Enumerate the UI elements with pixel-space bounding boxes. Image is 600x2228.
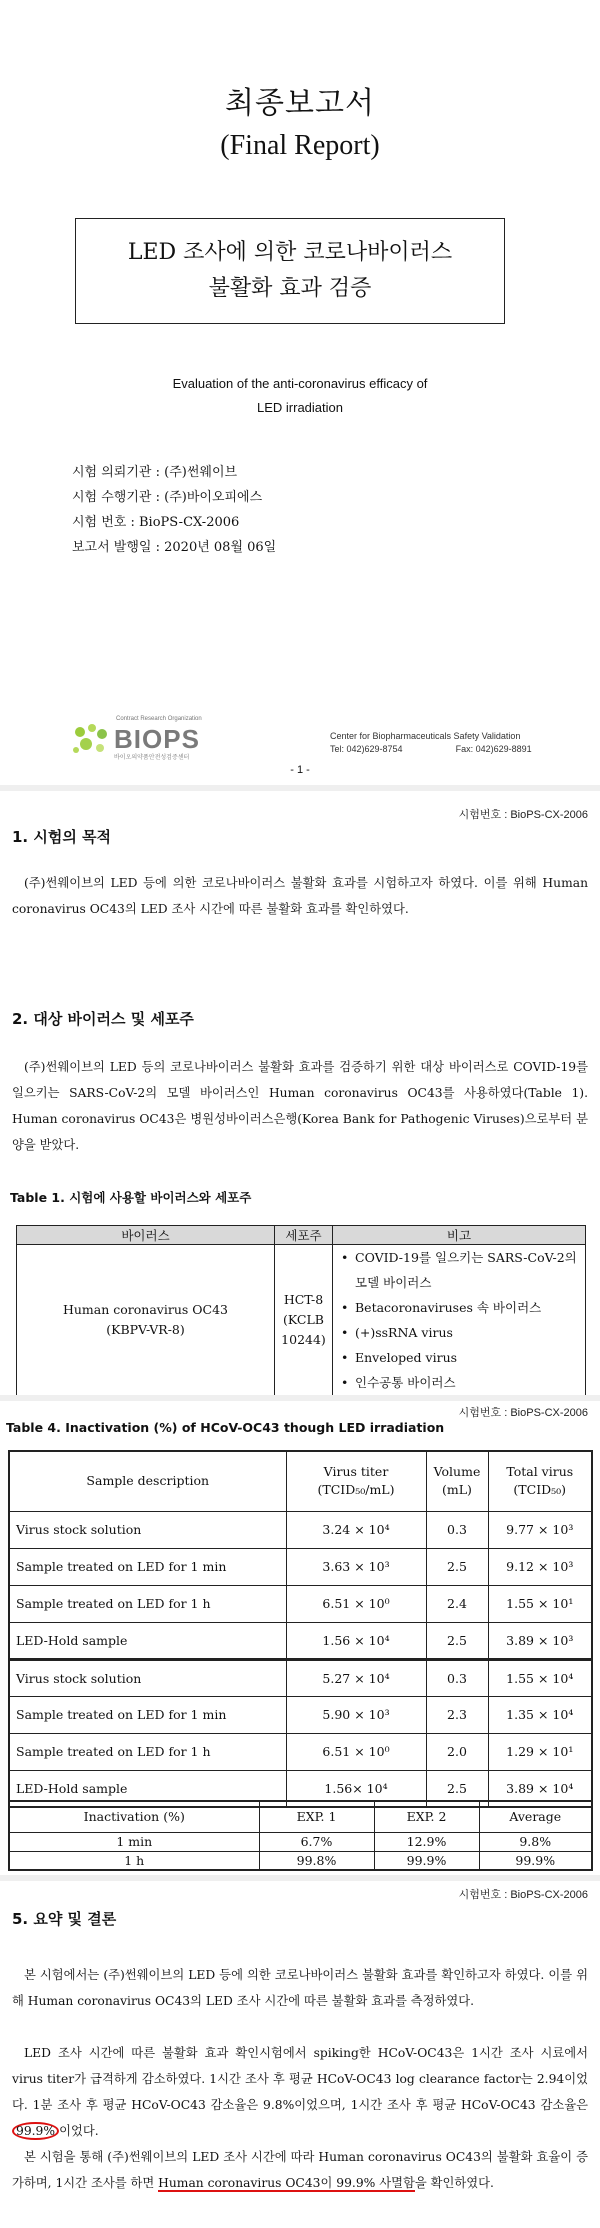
table-row: Virus stock solution 5.27 × 10⁴ 0.3 1.55 × 10⁴ [9, 1659, 592, 1696]
table4-caption: Table 4. Inactivation (%) of HCoV-OC43 though LED irradiation [6, 1420, 445, 1435]
cell-line-name: HCT-8 [283, 1292, 324, 1307]
average-header: Average [479, 1801, 592, 1832]
center-name: Center for Biopharmaceuticals Safety Validation [330, 731, 521, 741]
report-title-line1: LED 조사에 의한 코로나바이러스 [127, 240, 453, 265]
logo-dots-icon [72, 722, 112, 758]
section1-heading: 1. 시험의 목적 [12, 828, 112, 846]
english-title [0, 372, 600, 420]
english-title-line2: LED irradiation [257, 400, 343, 415]
exp2-header: EXP. 2 [374, 1801, 479, 1832]
table4 [8, 1450, 593, 1808]
section2-heading: 2. 대상 바이러스 및 세포주 [12, 1010, 194, 1028]
table1-caption: Table 1. 시험에 사용할 바이러스와 세포주 [10, 1190, 252, 1205]
table-row: LED-Hold sample 1.56× 10⁴ 2.5 3.89 × 10⁴ [9, 1770, 592, 1807]
logo-name: BIOPS [114, 724, 200, 754]
cell-line-code-1: (KCLB [283, 1312, 324, 1327]
cell-line-code-2: 10244) [281, 1332, 326, 1347]
table4-header-volume: Volume (mL) [426, 1451, 488, 1511]
table1 [16, 1225, 586, 1396]
table4-header-total: Total virus (TCID₅₀) [488, 1451, 592, 1511]
table1-header-cell: 세포주 [275, 1226, 333, 1245]
page-divider [0, 1875, 600, 1881]
table4-header-sample: Sample description [9, 1451, 286, 1511]
table1-cell-line [275, 1245, 333, 1396]
section5-paragraph3: 본 시험을 통해 (주)썬웨이브의 LED 조사 시간에 따라 Human coronavirus OC43의 불활화 효율이 증가하며, 1시간 조사를 하면 Human coronavirus OC43이 99.9% 사멸함을 확인하였다. [12, 2150, 588, 2190]
table4-header-titer: Virus titer (TCID₅₀/mL) [286, 1451, 426, 1511]
center-fax: Fax: 042)629-8891 [455, 744, 532, 754]
table-row: 1 min 6.7% 12.9% 9.8% [9, 1832, 592, 1851]
report-info [72, 460, 276, 560]
report-number: 시험번호 : BioPS-CX-2006 [458, 1889, 588, 1901]
info-requester: 시험 의뢰기관 : (주)썬웨이브 [72, 465, 238, 480]
note-item: • Betacoronaviruses 속 바이러스 [333, 1295, 585, 1320]
center-tel: Tel: 042)629-8754 [330, 744, 403, 754]
report-title-box [75, 218, 505, 324]
section5-paragraph2: LED 조사 시간에 따른 불활화 효과 확인시험에서 spiking한 HCoV-OC43은 1시간 조사 시료에서 virus titer가 급격하게 감소하였다. 1시간 조사 후 평균 HCoV-OC43 log clearance factor는 2.94이었다. 1분 조사 후 평균 HCoV-OC43 감소율은 9.8%이었으며, 1시간 조사 후 평균 HCoV-OC43 감소율은 99.9% 이었다. [12, 2046, 588, 2138]
note-item: • COVID-19를 일으키는 SARS-CoV-2의 모델 바이러스 [333, 1245, 585, 1295]
highlight-99-9: 99.9% [12, 2122, 59, 2140]
report-number: 시험번호 : BioPS-CX-2006 [458, 1407, 588, 1419]
highlight-conclusion: Human coronavirus OC43이 99.9% 사멸함 [158, 2176, 415, 2190]
table-row: Virus stock solution 3.24 × 10⁴ 0.3 9.77 × 10³ [9, 1511, 592, 1548]
section5-paragraph1: 본 시험에서는 (주)썬웨이브의 LED 등에 의한 코로나바이러스 불활화 효과를 확인하고자 하였다. 이를 위해 Human coronavirus OC43의 LED 조사 시간에 따른 불활화 효과를 측정하였다. [12, 1968, 588, 2008]
table1-notes-cell [333, 1245, 586, 1396]
page-divider [0, 785, 600, 791]
report-title-line2: 불활화 효과 검증 [208, 276, 372, 301]
report-number: 시험번호 : BioPS-CX-2006 [458, 809, 588, 821]
virus-code: (KBPV-VR-8) [106, 1322, 185, 1337]
table1-header-virus: 바이러스 [17, 1226, 275, 1245]
note-item: • 인수공통 바이러스 [333, 1370, 585, 1395]
inactivation-header: Inactivation (%) [9, 1801, 259, 1832]
table1-virus [17, 1245, 275, 1396]
virus-name: Human coronavirus OC43 [62, 1302, 228, 1317]
table-row: LED-Hold sample 1.56 × 10⁴ 2.5 3.89 × 10³ [9, 1622, 592, 1659]
table-row: Sample treated on LED for 1 h 6.51 × 10⁰ 2.0 1.29 × 10¹ [9, 1733, 592, 1770]
english-title-line1: Evaluation of the anti-coronavirus efficacy of [172, 376, 428, 391]
page-divider [0, 1395, 600, 1401]
note-item: • (+)ssRNA virus [333, 1320, 585, 1345]
table-row: 1 h 99.8% 99.9% 99.9% [9, 1851, 592, 1870]
cover-title: 최종보고서 [225, 86, 375, 121]
cover-subtitle: (Final Report) [220, 130, 380, 161]
logo-subtitle: 바이오의약품안전성검증센터 [114, 754, 190, 761]
info-test-number: 시험 번호 : BioPS-CX-2006 [72, 515, 240, 530]
table-row: Sample treated on LED for 1 h 6.51 × 10⁰ 2.4 1.55 × 10¹ [9, 1585, 592, 1622]
info-performer: 시험 수행기관 : (주)바이오피에스 [72, 490, 263, 505]
center-contact [330, 730, 532, 756]
table-row: Sample treated on LED for 1 min 5.90 × 10³ 2.3 1.35 × 10⁴ [9, 1696, 592, 1733]
section1-body: (주)썬웨이브의 LED 등에 의한 코로나바이러스 불활화 효과를 시험하고자 하였다. 이를 위해 Human coronavirus OC43의 LED 조사 시간에 따른 불활화 효과를 확인하였다. [12, 876, 588, 916]
section5-heading: 5. 요약 및 결론 [12, 1910, 117, 1928]
exp1-header: EXP. 1 [259, 1801, 374, 1832]
page-number: - 1 - [290, 764, 310, 776]
biops-logo [72, 716, 252, 762]
logo-tagline: Contract Research Organization [116, 716, 202, 722]
note-item: • Enveloped virus [333, 1345, 585, 1370]
table1-notes [333, 1245, 585, 1395]
section2-body: (주)썬웨이브의 LED 등의 코로나바이러스 불활화 효과를 검증하기 위한 대상 바이러스로 COVID-19를 일으키는 SARS-CoV-2의 모델 바이러스인 Human coronavirus OC43를 사용하였다(Table 1). Human coronavirus OC43은 병원성바이러스은행(Korea Bank for Pathogenic Viruses)으로부터 분양을 받았다. [12, 1060, 588, 1152]
info-issue-date: 보고서 발행일 : 2020년 08월 06일 [72, 540, 277, 555]
table-row: Sample treated on LED for 1 min 3.63 × 10³ 2.5 9.12 × 10³ [9, 1548, 592, 1585]
table1-header-note: 비고 [333, 1226, 586, 1245]
inactivation-table [8, 1800, 593, 1871]
